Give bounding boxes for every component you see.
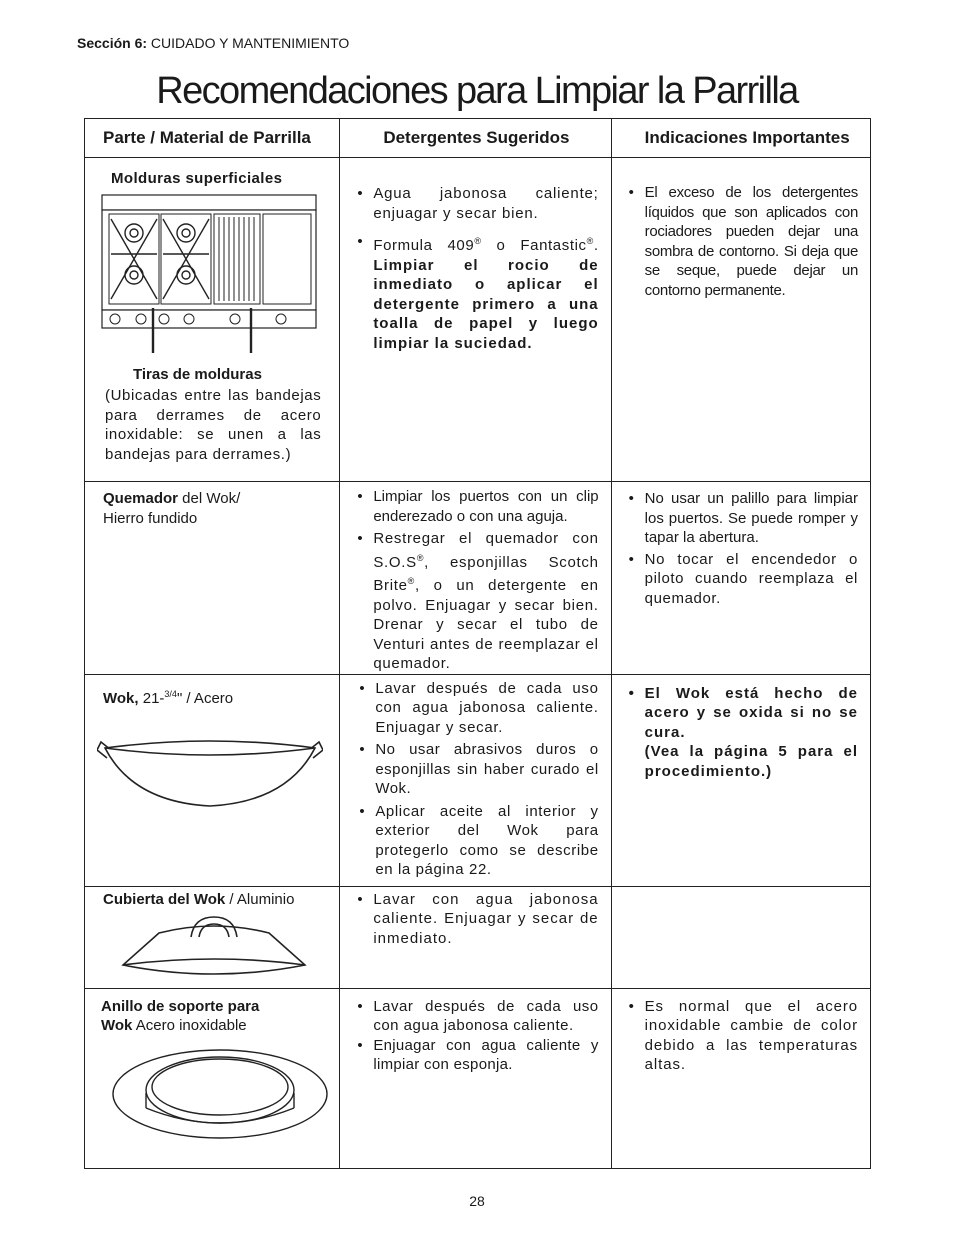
header-indications: Indicaciones Importantes — [611, 119, 870, 158]
row4-indications — [611, 886, 870, 988]
list-item: • Limpiar los puertos con un clip enderezado o con una aguja. — [353, 487, 598, 526]
section-heading — [77, 35, 349, 51]
row3-indications — [611, 674, 870, 886]
row2-part: Quemador del Wok/ Hierro fundido — [85, 482, 340, 675]
list-item: • Es normal que el acero inoxidable cambie de color debido a las temperaturas altas. — [625, 997, 858, 1075]
list-item: • No usar abrasivos duros o esponjillas sin haber curado el Wok. — [355, 740, 598, 799]
section-label: Sección 6: — [77, 35, 148, 51]
cleaning-table — [84, 118, 871, 1169]
row5-indications — [611, 988, 870, 1168]
list-item: • El Wok está hecho de acero y se oxida si no se cura. (Vea la página 5 para el procedimiento.) — [625, 684, 858, 782]
row5-detergents — [340, 988, 611, 1168]
page-number: 28 — [469, 1193, 485, 1209]
row1-part — [85, 158, 340, 482]
table-header-row — [85, 119, 871, 158]
part-note: (Ubicadas entre las bandejas para derrames de acero inoxidable: se unen a las bandejas para derrames.) — [105, 387, 322, 463]
table-row — [85, 674, 871, 886]
list-item: • Lavar después de cada uso con agua jabonosa caliente. — [353, 997, 598, 1036]
wok-cover-illustration — [119, 913, 339, 977]
wok-illustration — [97, 732, 339, 808]
list-item: • Aplicar aceite al interior y exterior del Wok para protegerlo como se describe en la página 22. — [355, 802, 598, 880]
list-item: • No usar un palillo para limpiar los puertos. Se puede romper y tapar la abertura. — [625, 489, 858, 548]
page-title: Recomendaciones para Limpiar la Parrilla — [156, 70, 798, 112]
list-item: • Agua jabonosa caliente; enjuagar y secar bien. — [353, 184, 598, 223]
list-item: • Formula 409® o Fantastic®. Limpiar el rocio de inmediato o aplicar el detergente primero a una toalla de papel y luego limpiar la suciedad. — [353, 232, 598, 353]
list-item: • Lavar después de cada uso con agua jabonosa caliente. Enjuagar y secar. — [355, 679, 598, 738]
table-row — [85, 886, 871, 988]
wok-ring-illustration — [111, 1048, 339, 1140]
list-item: • Lavar con agua jabonosa caliente. Enjuagar y secar de inmediato. — [353, 890, 598, 949]
row3-part: Wok, 21-$^{3/4}$" / Acero — [85, 674, 340, 886]
table-row — [85, 158, 871, 482]
row4-part: Cubierta del Wok / Aluminio — [85, 886, 340, 988]
row2-indications — [611, 482, 870, 675]
header-detergents: Detergentes Sugeridos — [340, 119, 611, 158]
list-item: • No tocar el encendedor o piloto cuando reemplaza el quemador. — [625, 550, 858, 609]
grill-illustration — [85, 191, 339, 353]
row1-detergents — [340, 158, 611, 482]
row3-detergents — [340, 674, 611, 886]
row5-part: Anillo de soporte para Wok Acero inoxidable — [85, 988, 340, 1168]
section-name: CUIDADO Y MANTENIMIENTO — [147, 35, 350, 51]
list-item: • Enjuagar con agua caliente y limpiar con esponja. — [353, 1036, 598, 1075]
part-title: Molduras superficiales — [111, 170, 283, 187]
list-item: • El exceso de los detergentes líquidos que son aplicados con rociadores pueden dejar una sombra de contorno. Si deja que se seque, puede dejar un contorno permanente. — [625, 183, 858, 300]
row2-detergents — [340, 482, 611, 675]
header-part: Parte / Material de Parrilla — [85, 119, 340, 158]
list-item: • Restregar el quemador con S.O.S®, esponjillas Scotch Brite®, o un detergente en polvo. Enjuagar y secar bien. Drenar y secar el tubo de Venturi antes de reemplazar el quemador. — [353, 529, 598, 674]
part-subtitle: Tiras de molduras — [133, 365, 262, 383]
table-row — [85, 482, 871, 675]
table-row — [85, 988, 871, 1168]
row4-detergents — [340, 886, 611, 988]
row1-indications — [611, 158, 870, 482]
